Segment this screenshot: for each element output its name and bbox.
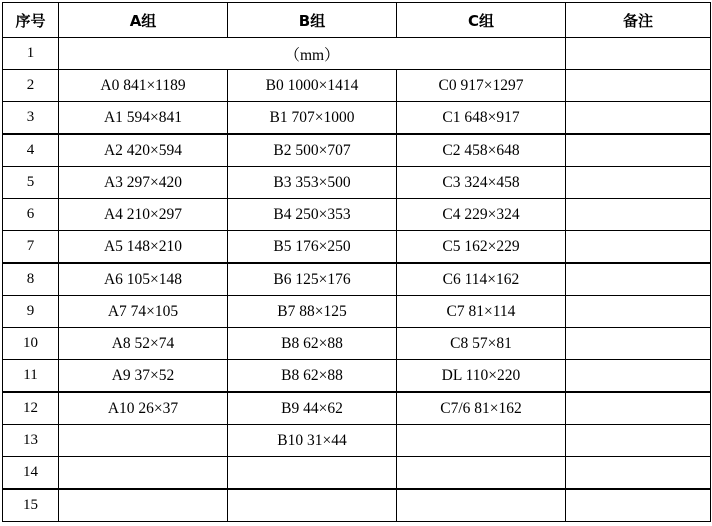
- note-cell: [566, 392, 711, 425]
- row-index: 6: [3, 199, 59, 231]
- note-cell: [566, 199, 711, 231]
- b-group-cell: B10 31×44: [228, 425, 397, 457]
- a-group-cell: [59, 425, 228, 457]
- row-index: 9: [3, 296, 59, 328]
- a-group-cell: A10 26×37: [59, 392, 228, 425]
- header-note: 备注: [566, 3, 711, 38]
- row-index: 4: [3, 134, 59, 167]
- note-cell: [566, 328, 711, 360]
- a-group-cell: [59, 489, 228, 522]
- row-index: 15: [3, 489, 59, 522]
- note-cell: [566, 167, 711, 199]
- a-group-cell: A7 74×105: [59, 296, 228, 328]
- row-index: 8: [3, 263, 59, 296]
- b-group-cell: [228, 457, 397, 490]
- table-row: [3, 231, 711, 264]
- c-group-cell: C8 57×81: [397, 328, 566, 360]
- a-group-cell: A5 148×210: [59, 231, 228, 264]
- c-group-cell: DL 110×220: [397, 360, 566, 393]
- c-group-cell: C7/6 81×162: [397, 392, 566, 425]
- c-group-cell: [397, 489, 566, 522]
- b-group-cell: B1 707×1000: [228, 102, 397, 135]
- b-group-cell: B3 353×500: [228, 167, 397, 199]
- a-group-cell: A6 105×148: [59, 263, 228, 296]
- b-group-cell: B0 1000×1414: [228, 70, 397, 102]
- note-cell: [566, 263, 711, 296]
- note-cell: [566, 360, 711, 393]
- b-group-cell: B8 62×88: [228, 328, 397, 360]
- a-group-cell: A4 210×297: [59, 199, 228, 231]
- paper-size-table: [2, 2, 711, 522]
- row-index: 2: [3, 70, 59, 102]
- table-row: [3, 263, 711, 296]
- b-group-cell: B6 125×176: [228, 263, 397, 296]
- row-index: 11: [3, 360, 59, 393]
- b-group-cell: B9 44×62: [228, 392, 397, 425]
- table-row: [3, 457, 711, 490]
- b-group-cell: B7 88×125: [228, 296, 397, 328]
- c-group-cell: [397, 457, 566, 490]
- table-row: [3, 167, 711, 199]
- b-group-cell: B2 500×707: [228, 134, 397, 167]
- unit-label: （mm）: [59, 38, 566, 70]
- a-group-cell: A2 420×594: [59, 134, 228, 167]
- note-cell: [566, 457, 711, 490]
- a-group-cell: A8 52×74: [59, 328, 228, 360]
- c-group-cell: C6 114×162: [397, 263, 566, 296]
- header-index: 序号: [3, 3, 59, 38]
- a-group-cell: A1 594×841: [59, 102, 228, 135]
- header-row: [3, 3, 711, 38]
- table-row: [3, 425, 711, 457]
- note-cell: [566, 231, 711, 264]
- c-group-cell: [397, 425, 566, 457]
- note-cell: [566, 102, 711, 135]
- note-cell: [566, 134, 711, 167]
- row-index: 12: [3, 392, 59, 425]
- row-index: 13: [3, 425, 59, 457]
- c-group-cell: C0 917×1297: [397, 70, 566, 102]
- c-group-cell: C7 81×114: [397, 296, 566, 328]
- table-row: [3, 296, 711, 328]
- unit-row: [3, 38, 711, 70]
- header-b-group: B组: [228, 3, 397, 38]
- header-c-group: C组: [397, 3, 566, 38]
- a-group-cell: A9 37×52: [59, 360, 228, 393]
- row-index: 7: [3, 231, 59, 264]
- table-row: [3, 489, 711, 522]
- table-row: [3, 360, 711, 393]
- row-index: 1: [3, 38, 59, 70]
- table-row: [3, 328, 711, 360]
- a-group-cell: A0 841×1189: [59, 70, 228, 102]
- b-group-cell: B5 176×250: [228, 231, 397, 264]
- table-row: [3, 134, 711, 167]
- b-group-cell: B4 250×353: [228, 199, 397, 231]
- table-row: [3, 70, 711, 102]
- row-index: 3: [3, 102, 59, 135]
- c-group-cell: C4 229×324: [397, 199, 566, 231]
- row-index: 5: [3, 167, 59, 199]
- row-index: 10: [3, 328, 59, 360]
- note-cell: [566, 38, 711, 70]
- note-cell: [566, 296, 711, 328]
- table-row: [3, 102, 711, 135]
- c-group-cell: C1 648×917: [397, 102, 566, 135]
- a-group-cell: [59, 457, 228, 490]
- c-group-cell: C3 324×458: [397, 167, 566, 199]
- table-row: [3, 199, 711, 231]
- c-group-cell: C5 162×229: [397, 231, 566, 264]
- a-group-cell: A3 297×420: [59, 167, 228, 199]
- note-cell: [566, 425, 711, 457]
- row-index: 14: [3, 457, 59, 490]
- table-row: [3, 392, 711, 425]
- note-cell: [566, 70, 711, 102]
- c-group-cell: C2 458×648: [397, 134, 566, 167]
- b-group-cell: B8 62×88: [228, 360, 397, 393]
- b-group-cell: [228, 489, 397, 522]
- note-cell: [566, 489, 711, 522]
- header-a-group: A组: [59, 3, 228, 38]
